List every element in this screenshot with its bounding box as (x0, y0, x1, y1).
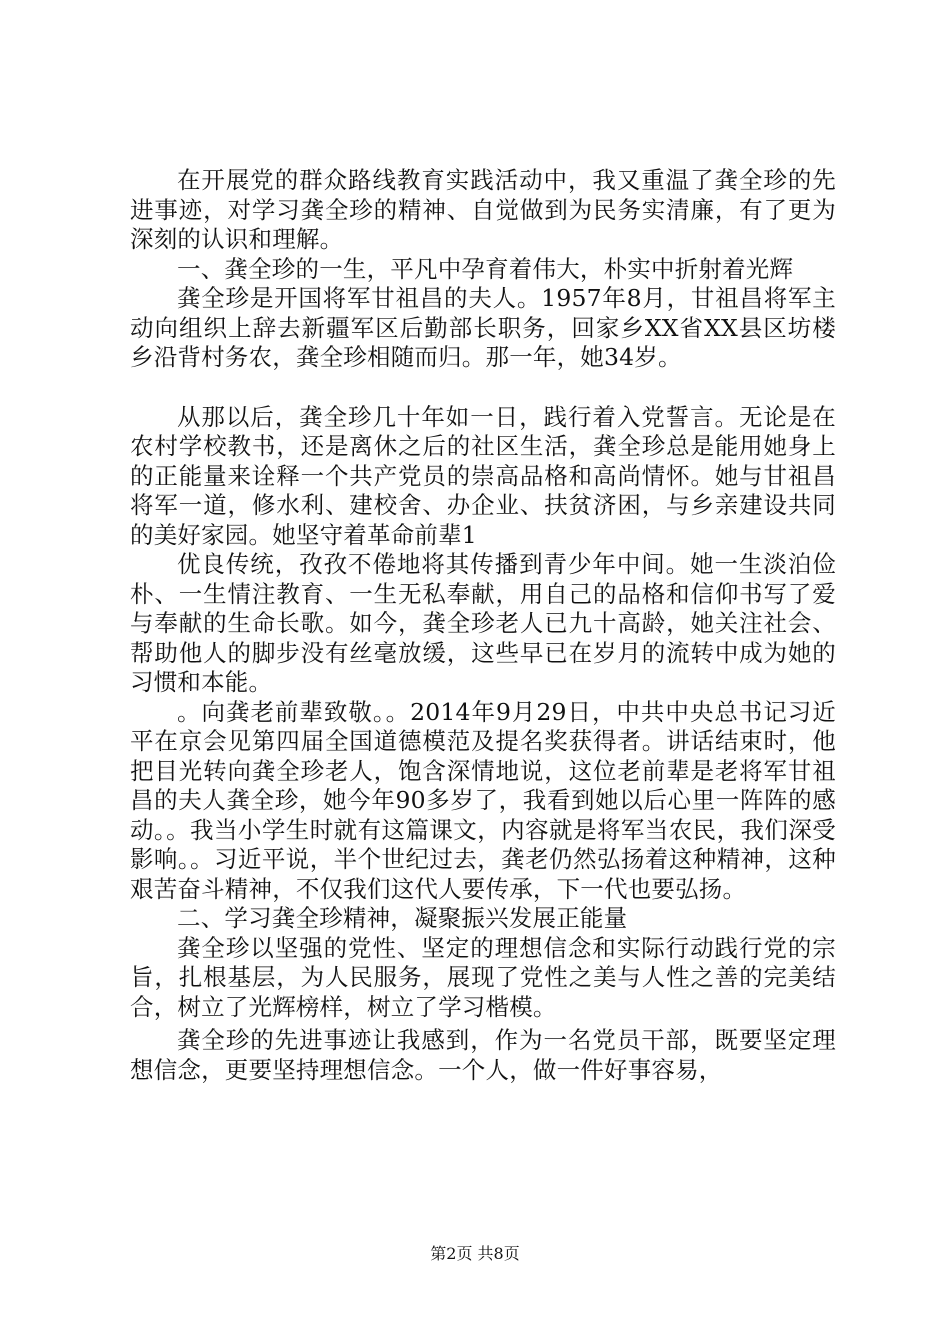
paragraph-purpose: 龚全珍以坚强的党性、坚定的理想信念和实际行动践行党的宗旨，扎根基层，为人民服务，展现了党性之美与人性之善的完美结合，树立了光辉榜样，树立了学习楷模。 (130, 933, 836, 1021)
paragraph-intro: 在开展党的群众路线教育实践活动中，我又重温了龚全珍的先进事迹，对学习龚全珍的精神、自觉做到为民务实清廉，有了更为深刻的认识和理解。 (130, 166, 836, 253)
paragraph-tribute: 。向龚老前辈致敬。。2014年9月29日，中共中央总书记习近平在京会见第四届全国道德模范及提名奖获得者。讲话结束时，他把目光转向龚全珍老人，饱含深情地说，这位老前辈是老将军甘祖昌的夫人龚全珍，她今年90多岁了，我看到她以后心里一阵阵的感动。。我当小学生时就有这篇课文，内容就是将军当农民，我们深受影响。。习近平说，半个世纪过去，龚老仍然弘扬着这种精神，这种艰苦奋斗精神，不仅我们这代人要传承，下一代也要弘扬。 (130, 697, 836, 903)
paragraph-tradition: 优良传统，孜孜不倦地将其传播到青少年中间。她一生淡泊俭朴、一生情注教育、一生无私奉献，用自己的品格和信仰书写了爱与奉献的生命长歌。如今，龚全珍老人已九十高龄，她关注社会、帮助他人的脚步没有丝毫放缓，这些早已在岁月的流转中成为她的习惯和本能。 (130, 550, 836, 696)
page-footer: 第2页 共8页 (430, 1244, 520, 1263)
document-body (130, 166, 836, 1085)
section-heading-two: 二、学习龚全珍精神，凝聚振兴发展正能量 (177, 904, 628, 932)
paragraph-practice: 从那以后，龚全珍几十年如一日，践行着入党誓言。无论是在农村学校教书，还是离休之后的社区生活，龚全珍总是能用她身上的正能量来诠释一个共产党员的崇高品格和高尚情怀。她与甘祖昌将军一道，修水利、建校舍、办企业、扶贫济困，与乡亲建设共同的美好家园。她坚守着革命前辈1 (130, 402, 836, 549)
paragraph-background: 龚全珍是开国将军甘祖昌的夫人。1957年8月，甘祖昌将军主动向组织上辞去新疆军区后勤部长职务，回家乡XX省XX县区坊楼乡沿背村务农，龚全珍相随而归。那一年，她34岁。 (130, 284, 836, 371)
section-heading-one: 一、龚全珍的一生，平凡中孕育着伟大，朴实中折射着光辉 (177, 254, 794, 283)
paragraph-reflection: 龚全珍的先进事迹让我感到，作为一名党员干部，既要坚定理想信念，更要坚持理想信念。一个人，做一件好事容易， (130, 1026, 836, 1084)
